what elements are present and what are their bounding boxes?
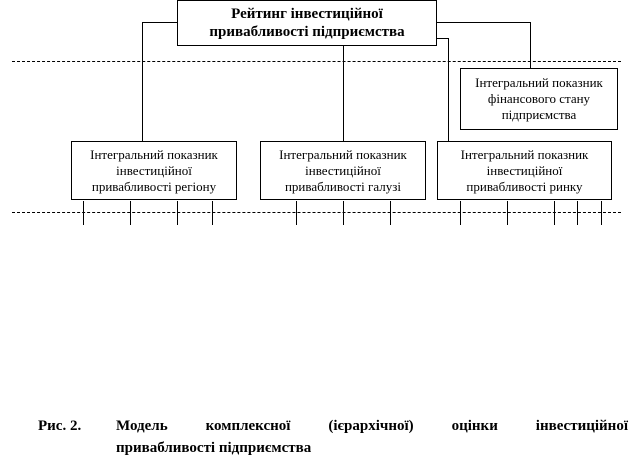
figure-caption — [38, 415, 628, 459]
tick — [212, 201, 213, 225]
figure-number: Рис. 2. — [38, 418, 82, 434]
rating-box-line: привабливості підприємства — [209, 24, 405, 40]
market-box-line: привабливості ринку — [466, 178, 583, 194]
financial-box-line: фінансового стану — [487, 91, 591, 106]
financial-box-line: підприємства — [501, 107, 577, 122]
industry-box-line: привабливості галузі — [284, 178, 401, 194]
tick — [507, 201, 508, 225]
level-separator-bottom — [12, 212, 621, 213]
market-box-line: інвестиційної — [486, 162, 563, 178]
region-box-line: інвестиційної — [116, 162, 192, 178]
connector-right-h — [437, 22, 531, 23]
region-box-line: привабливості регіону — [91, 178, 217, 194]
tick — [554, 201, 555, 225]
tick — [390, 201, 391, 225]
tick — [601, 201, 602, 225]
rating-box — [177, 0, 437, 46]
industry-box — [260, 141, 426, 200]
financial-state-box — [460, 68, 618, 130]
tick — [130, 201, 131, 225]
market-box-line: Інтегральний показник — [460, 146, 589, 162]
caption-line: привабливості підприємства — [116, 440, 312, 456]
tick — [577, 201, 578, 225]
level-separator-top — [12, 61, 621, 62]
market-box — [437, 141, 612, 200]
tick — [343, 201, 344, 225]
connector-left-h — [142, 22, 178, 23]
region-box-line: Інтегральний показник — [90, 146, 218, 162]
financial-box-line: Інтегральний показник — [475, 75, 603, 90]
industry-box-line: Інтегральний показник — [279, 146, 407, 162]
tick — [177, 201, 178, 225]
rating-box-line: Рейтинг інвестиційної — [231, 6, 383, 22]
region-box — [71, 141, 237, 200]
caption-line: Модель комплексної (ієрархічної) оцінки інвестиційної — [116, 418, 628, 434]
tick — [460, 201, 461, 225]
connector-left-v — [142, 22, 143, 142]
tick — [296, 201, 297, 225]
industry-box-line: інвестиційної — [305, 162, 381, 178]
tick — [83, 201, 84, 225]
connector-market-v — [448, 38, 449, 142]
